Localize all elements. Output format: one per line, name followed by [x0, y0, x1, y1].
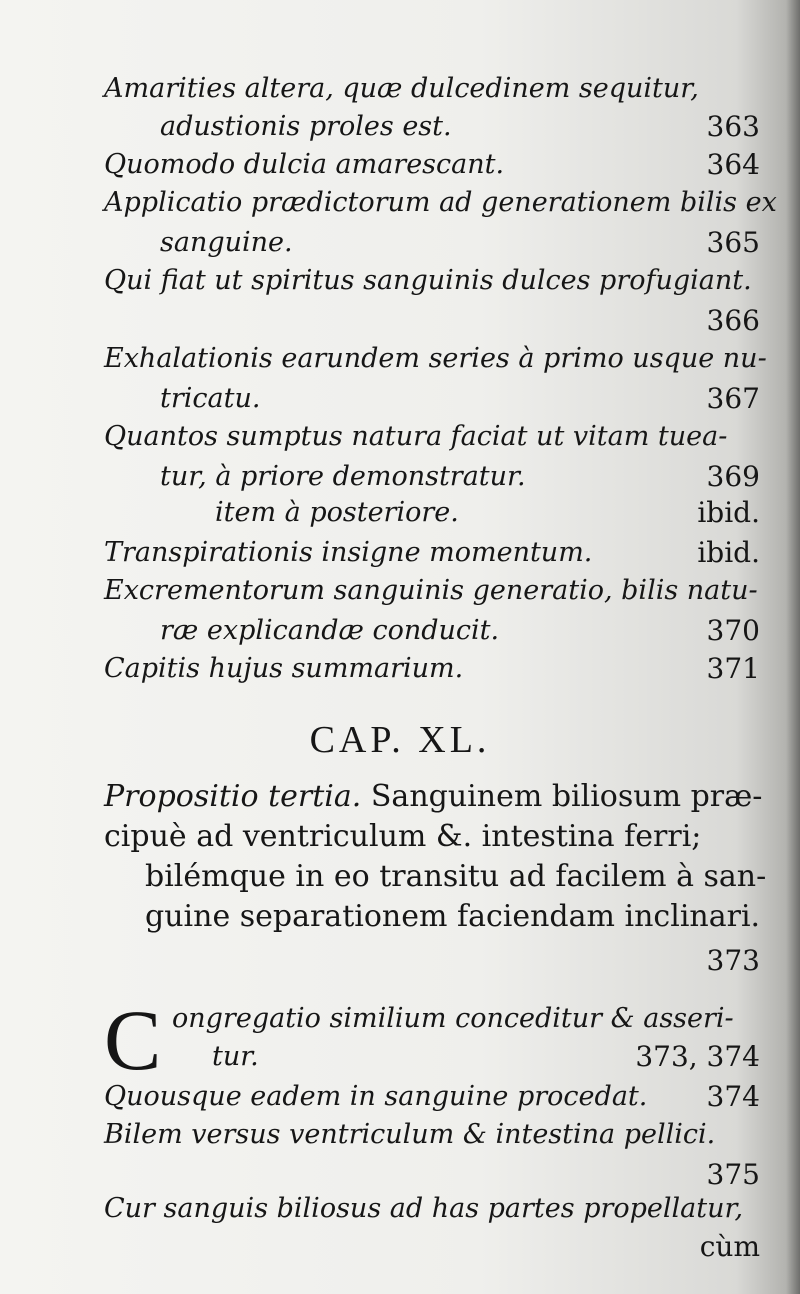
- index-entry: tricatu. 367: [160, 382, 760, 415]
- page-number: 373: [706, 944, 760, 977]
- catchword-line: [104, 1230, 760, 1264]
- index-entry: tur. 373, 374: [212, 1040, 760, 1073]
- proposition-line: cipuè ad ventriculum &. intestina ferri;: [104, 819, 702, 854]
- index-entry: Qui fiat ut spiritus sanguinis dulces profugiant.: [104, 265, 752, 296]
- proposition-label: Propositio tertia.: [104, 779, 362, 814]
- page-number: 371: [706, 652, 760, 685]
- catchword: cùm: [699, 1230, 760, 1263]
- index-entry: sanguine. 365: [160, 226, 760, 259]
- page-number: 363: [706, 110, 760, 143]
- index-entry: Cur sanguis biliosus ad has partes propellatur,: [104, 1193, 744, 1224]
- page-number: 366: [706, 304, 760, 337]
- index-entry: Quantos sumptus natura faciat ut vitam tuea-: [104, 421, 728, 452]
- page-number: 367: [706, 382, 760, 415]
- proposition-page-line: [104, 944, 760, 978]
- index-entry: Quomodo dulcia amarescant. 364: [104, 148, 760, 181]
- index-entry: item à posteriore. ibid.: [215, 496, 760, 529]
- index-entry: ræ explicandæ conducit. 370: [160, 614, 760, 647]
- page-number: ibid.: [697, 496, 760, 529]
- page-number: 373, 374: [635, 1040, 760, 1073]
- drop-cap: C: [104, 992, 162, 1088]
- page-number: 375: [706, 1158, 760, 1191]
- page-number: 370: [706, 614, 760, 647]
- index-entry: tur, à priore demonstratur. 369: [160, 460, 760, 493]
- index-entry: Bilem versus ventriculum & intestina pellici.: [104, 1119, 716, 1150]
- proposition-line: [104, 779, 763, 814]
- index-entry: Exhalationis earundem series à primo usque nu-: [104, 343, 767, 374]
- index-entry: [104, 304, 760, 338]
- proposition-text: Sanguinem biliosum præ-: [370, 779, 763, 814]
- index-entry: Transpirationis insigne momentum. ibid.: [104, 536, 760, 569]
- page-number: 365: [706, 226, 760, 259]
- binding-shadow: [786, 0, 800, 1294]
- index-entry: Excrementorum sanguinis generatio, bilis natu-: [104, 575, 758, 606]
- index-entry: ongregatio similium conceditur & asseri-: [172, 1003, 734, 1034]
- index-entry: Capitis hujus summarium. 371: [104, 652, 760, 685]
- proposition-line: bilémque in eo transitu ad facilem à san-: [145, 859, 767, 894]
- page-number: 364: [706, 148, 760, 181]
- chapter-heading: CAP. XL.: [309, 719, 491, 761]
- page-number: 374: [706, 1080, 760, 1113]
- index-entry: Amarities altera, quæ dulcedinem sequitur,: [104, 73, 699, 104]
- index-entry: adustionis proles est. 363: [160, 110, 760, 143]
- index-entry: [104, 1158, 760, 1192]
- proposition-line: guine separationem faciendam inclinari.: [145, 899, 761, 934]
- index-entry: Quousque eadem in sanguine procedat. 374: [104, 1080, 760, 1113]
- index-entry: Applicatio prædictorum ad generationem bilis ex: [104, 187, 777, 218]
- page-number: 369: [706, 460, 760, 493]
- page-number: ibid.: [697, 536, 760, 569]
